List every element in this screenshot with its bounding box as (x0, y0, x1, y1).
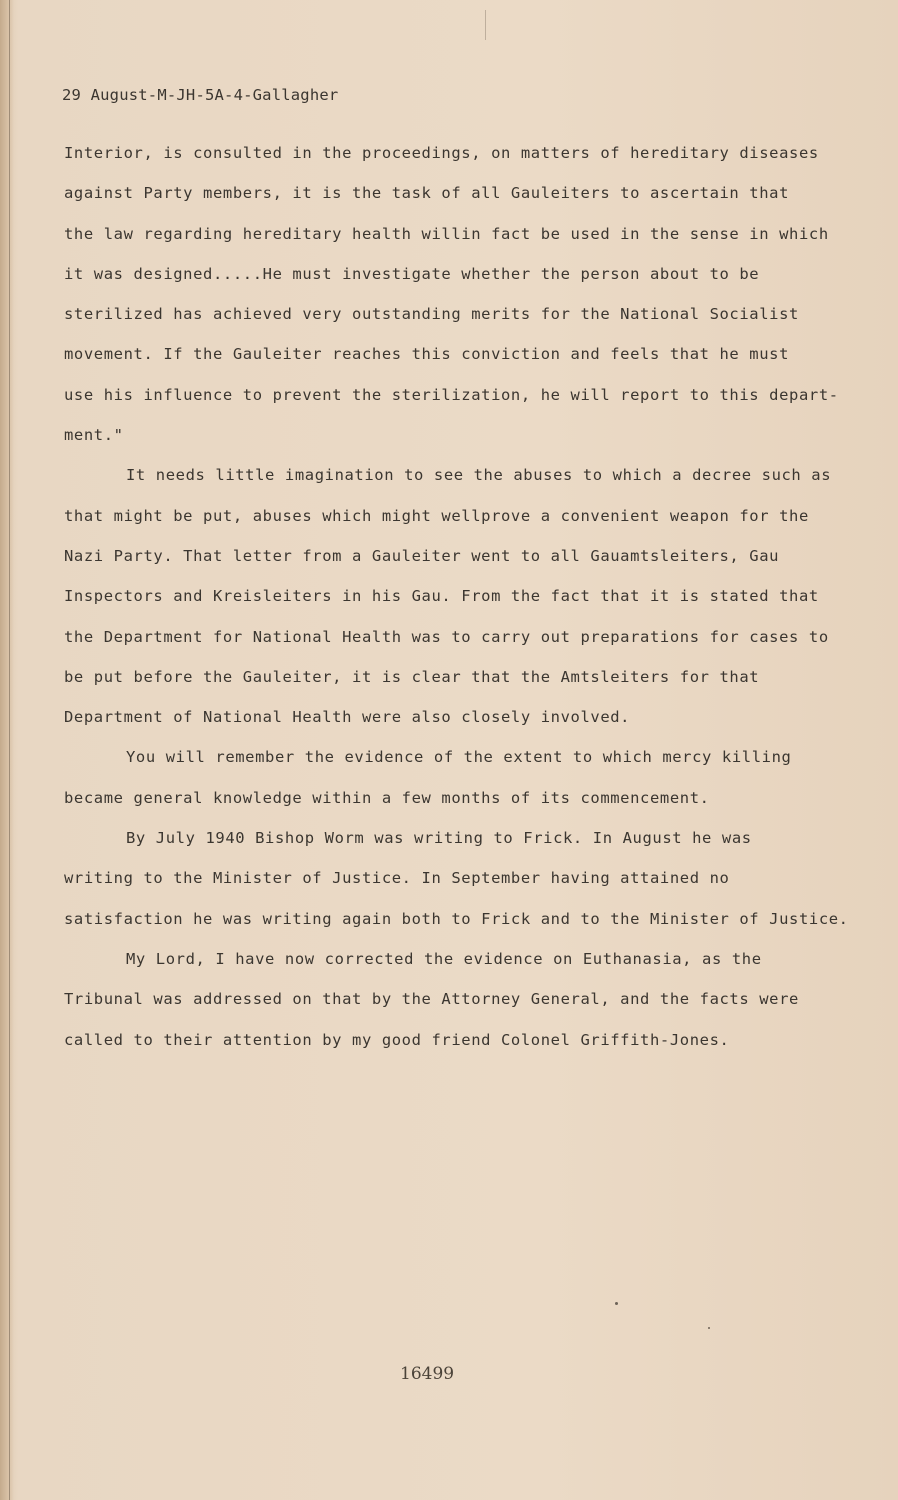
text-line: against Party members, it is the task of all Gauleiters to ascertain that (64, 184, 790, 203)
paper-speck (708, 1327, 710, 1329)
text-line: Tribunal was addressed on that by the Attorney General, and the facts were (64, 990, 799, 1009)
text-line: You will remember the evidence of the extent to which mercy killing (126, 748, 792, 767)
text-line: Department of National Health were also closely involved. (64, 708, 631, 727)
fold-mark (485, 10, 486, 40)
text-line: became general knowledge within a few months of its commencement. (64, 788, 710, 807)
text-line: By July 1940 Bishop Worm was writing to Frick. In August he was (126, 829, 752, 848)
text-line: Inspectors and Kreisleiters in his Gau. From the fact that it is stated that (64, 587, 819, 606)
paper-speck (615, 1302, 618, 1305)
text-line: Nazi Party. That letter from a Gauleiter went to all Gauamtsleiters, Gau (64, 546, 780, 565)
page-edge-line (9, 0, 10, 1500)
page-header: 29 August-M-JH-5A-4-Gallagher (62, 86, 339, 104)
text-line: sterilized has achieved very outstanding merits for the National Socialist (64, 305, 799, 324)
text-line: be put before the Gauleiter, it is clear that the Amtsleiters for that (64, 667, 760, 686)
text-line: ment." (64, 426, 124, 445)
text-line: writing to the Minister of Justice. In September having attained no (64, 869, 730, 888)
text-line: My Lord, I have now corrected the evidence on Euthanasia, as the (126, 949, 762, 968)
text-line: satisfaction he was writing again both to Frick and to the Minister of Justice. (64, 909, 849, 928)
text-line: use his influence to prevent the sterilization, he will report to this depart- (64, 385, 839, 404)
text-line: that might be put, abuses which might wellprove a convenient weapon for the (64, 506, 809, 525)
text-line: It needs little imagination to see the abuses to which a decree such as (126, 466, 832, 485)
page-number: 16499 (400, 1364, 455, 1384)
text-line: movement. If the Gauleiter reaches this conviction and feels that he must (64, 345, 790, 364)
text-line: the Department for National Health was to carry out preparations for cases to (64, 627, 829, 646)
text-line: Interior, is consulted in the proceedings, on matters of hereditary diseases (64, 144, 819, 162)
body-text (64, 140, 854, 1067)
text-line: it was designed.....He must investigate whether the person about to be (64, 264, 760, 283)
text-line: called to their attention by my good friend Colonel Griffith-Jones. (64, 1030, 730, 1049)
page-left-edge (0, 0, 14, 1500)
text-line: the law regarding hereditary health willin fact be used in the sense in which (64, 224, 829, 243)
